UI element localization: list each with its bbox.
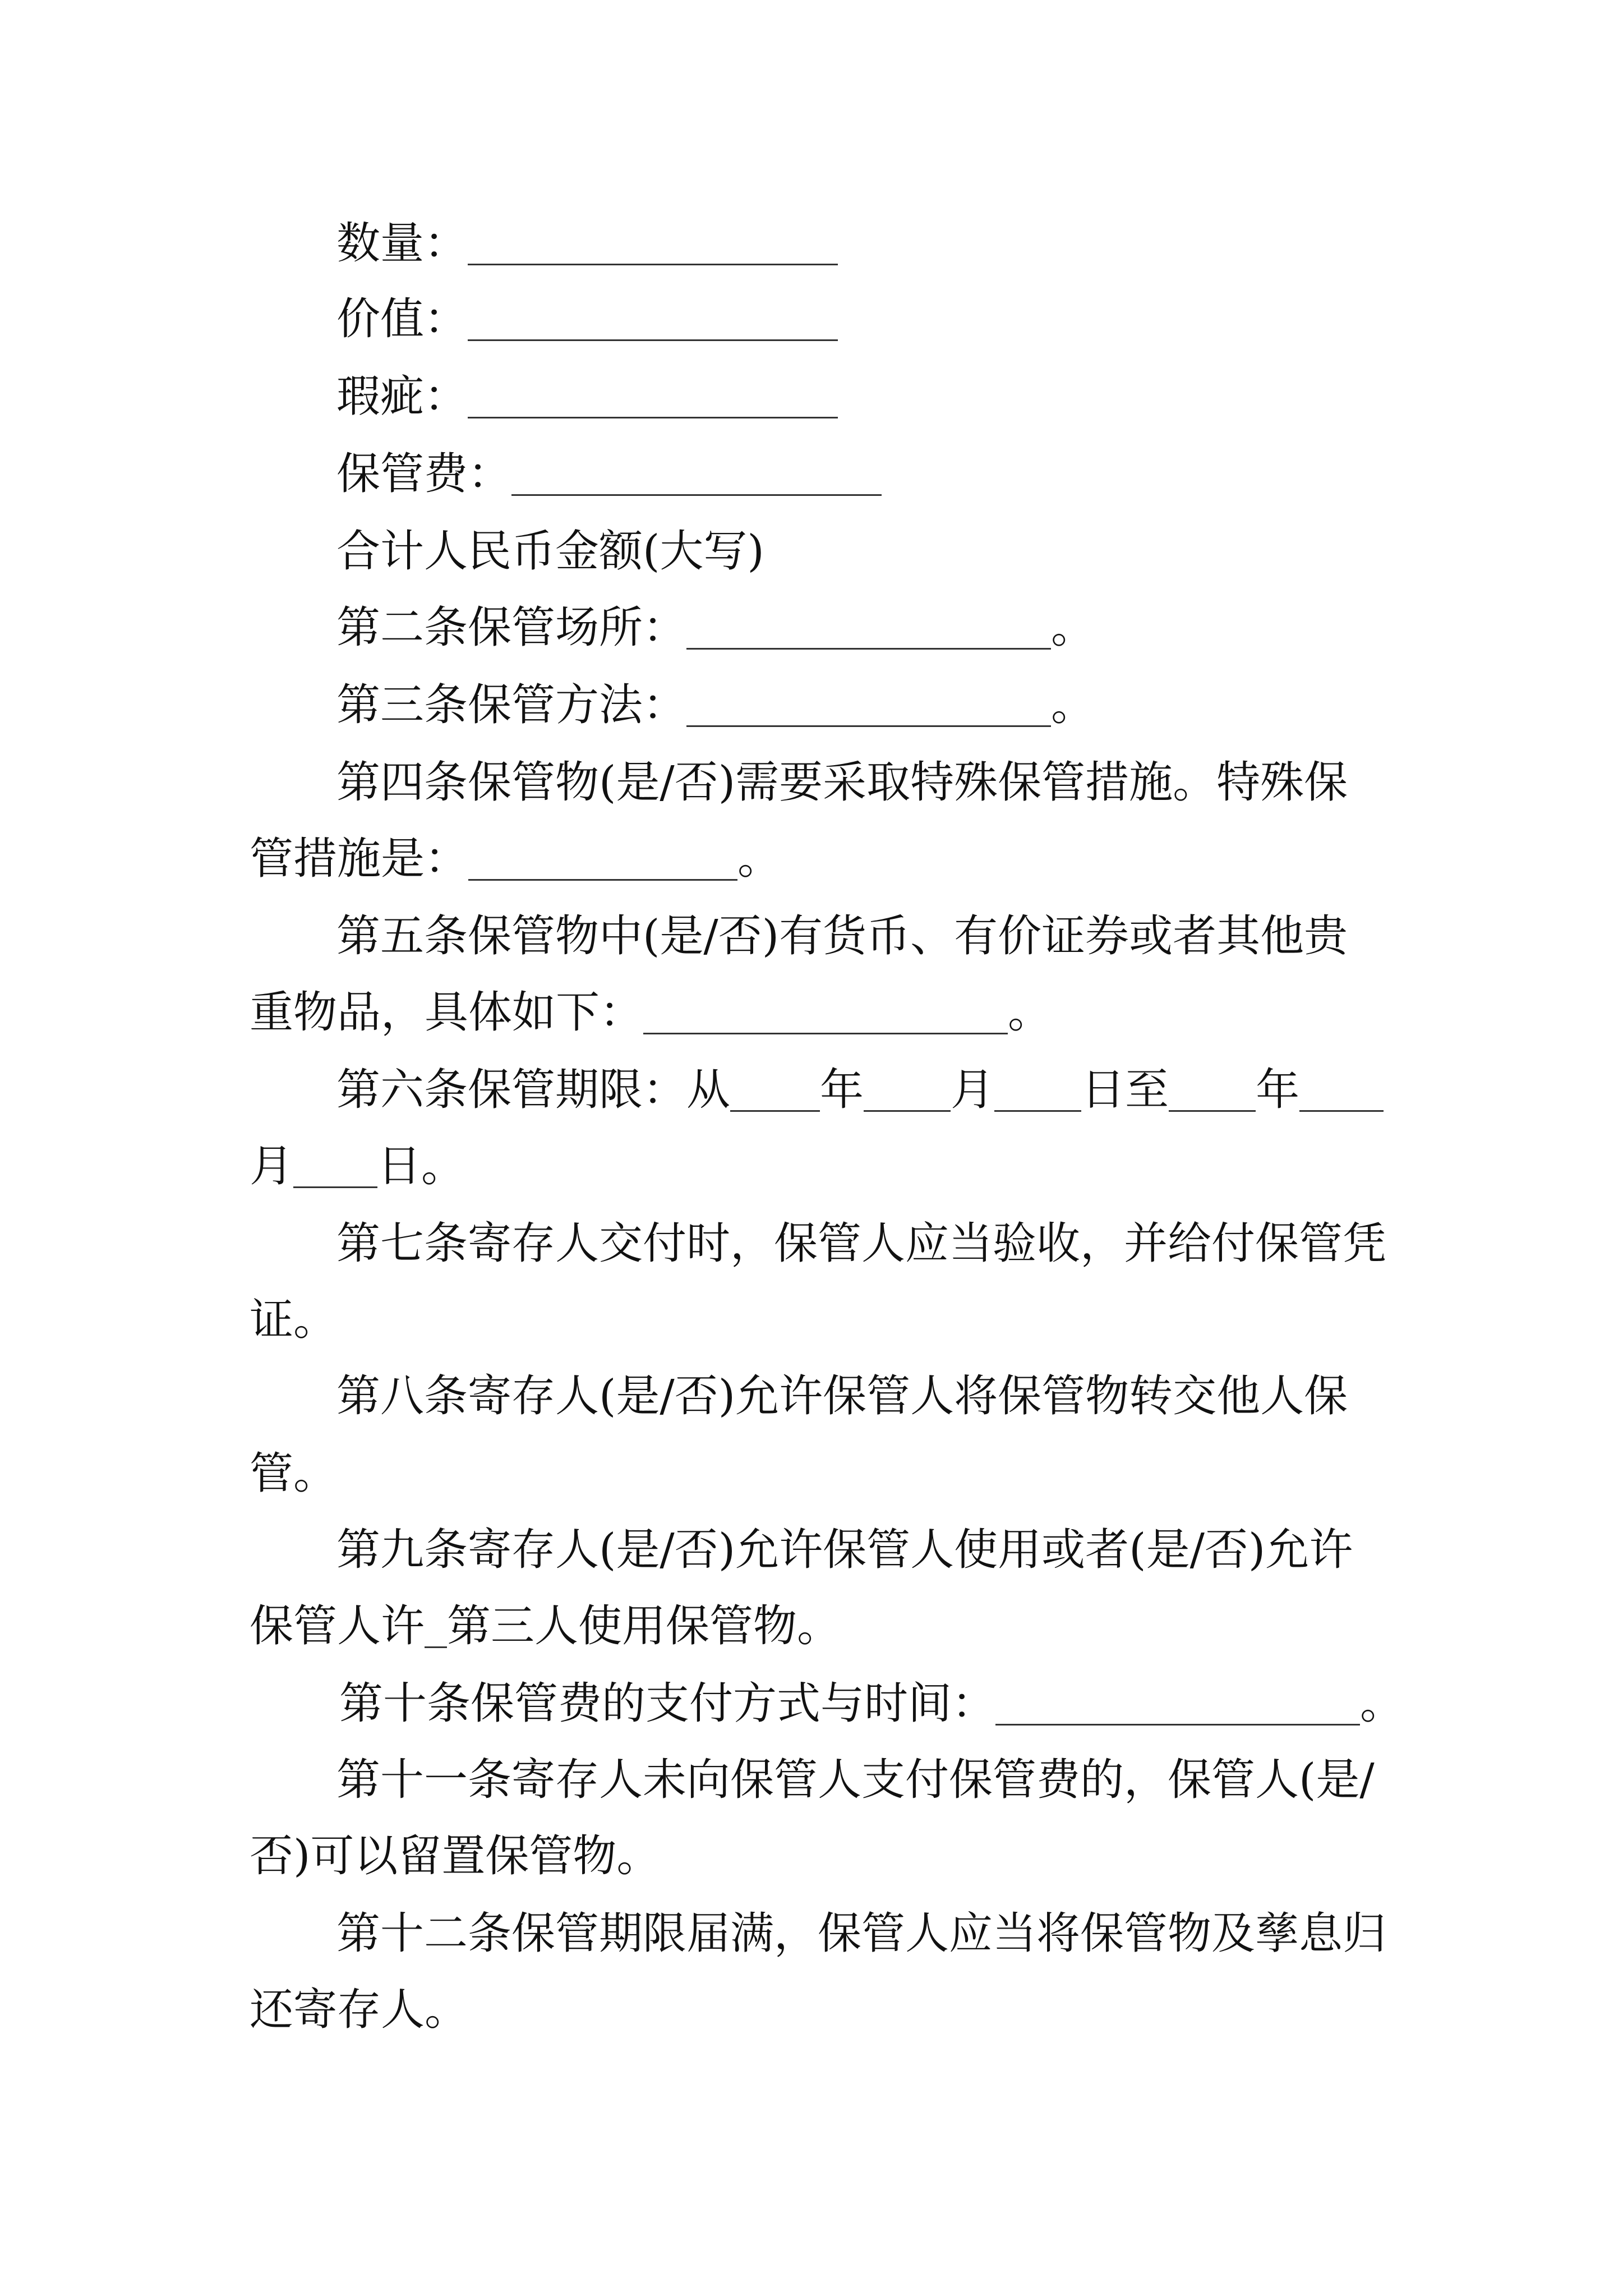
article-6-line2 [250, 1141, 465, 1191]
label-quantity: 数量： [336, 218, 468, 269]
blank-start-year[interactable] [730, 1073, 820, 1112]
field-storage-fee [336, 449, 882, 499]
article-5-end: 。 [1008, 987, 1052, 1038]
article-2 [336, 602, 1095, 653]
blank-special-measures[interactable] [468, 842, 737, 881]
article-9-rest: 第三人使用保管物。 [447, 1601, 841, 1651]
article-11-line2: 否)可以留置保管物。 [250, 1831, 661, 1881]
blank-storage-fee[interactable] [511, 457, 882, 496]
blank-start-day[interactable] [994, 1073, 1081, 1112]
article-4-label: 管措施是： [250, 834, 469, 884]
article-6-line1 [336, 1065, 1384, 1115]
article-12-line2: 还寄存人。 [250, 1985, 469, 2035]
text-day-end: 日。 [377, 1141, 465, 1191]
article-9-label: 保管人许 [250, 1601, 425, 1651]
article-7-line2: 证。 [250, 1295, 338, 1345]
blank-value[interactable] [468, 302, 838, 341]
article-6-label: 第六条保管期限：从 [336, 1065, 731, 1115]
article-8-line2: 管。 [250, 1448, 338, 1499]
label-storage-fee: 保管费： [336, 449, 512, 499]
article-2-end: 。 [1051, 602, 1095, 653]
article-4-line1: 第四条保管物(是/否)需要采取特殊保管措施。特殊保 [336, 757, 1348, 808]
article-5-label: 重物品，具体如下： [250, 987, 644, 1038]
text-year-2: 年 [1256, 1065, 1300, 1115]
article-7-line1: 第七条寄存人交付时，保管人应当验收，并给付保管凭 [336, 1218, 1387, 1269]
field-defects [336, 371, 838, 422]
text-day-to: 日至 [1081, 1065, 1169, 1115]
field-quantity [336, 218, 838, 269]
blank-payment-terms[interactable] [995, 1687, 1360, 1726]
blank-valuables[interactable] [643, 996, 1008, 1034]
blank-defects[interactable] [468, 380, 838, 418]
blank-storage-method[interactable] [686, 688, 1051, 727]
article-4-end: 。 [737, 834, 782, 884]
article-10-label: 第十条保管费的支付方式与时间： [339, 1678, 996, 1729]
article-3 [336, 680, 1095, 730]
article-10-end: 。 [1360, 1678, 1404, 1729]
blank-start-month[interactable] [864, 1073, 951, 1112]
blank-end-day[interactable] [293, 1149, 377, 1188]
blank-third-party[interactable] [425, 1609, 447, 1648]
article-10 [339, 1678, 1404, 1729]
article-8-line1: 第八条寄存人(是/否)允许保管人将保管物转交他人保 [336, 1371, 1348, 1421]
article-5-line2 [250, 987, 1052, 1038]
label-value: 价值： [336, 294, 468, 344]
text-year-1: 年 [820, 1065, 864, 1115]
blank-storage-place[interactable] [686, 611, 1051, 650]
text-month-2: 月 [250, 1141, 294, 1191]
label-defects: 瑕疵： [336, 371, 468, 422]
article-9-line1: 第九条寄存人(是/否)允许保管人使用或者(是/否)允许 [336, 1525, 1353, 1575]
article-4-line2 [250, 834, 782, 884]
total-amount-line [336, 526, 764, 577]
label-total-amount: 合计人民币金额(大写) [336, 526, 764, 577]
blank-quantity[interactable] [468, 227, 838, 265]
article-11-line1: 第十一条寄存人未向保管人支付保管费的，保管人(是/ [336, 1755, 1375, 1805]
text-month-1: 月 [951, 1065, 995, 1115]
article-2-label: 第二条保管场所： [336, 602, 687, 653]
blank-end-month[interactable] [1299, 1073, 1384, 1112]
article-9-line2 [250, 1601, 841, 1651]
field-value [336, 294, 838, 344]
article-3-label: 第三条保管方法： [336, 680, 687, 730]
blank-end-year[interactable] [1169, 1073, 1256, 1112]
article-3-end: 。 [1051, 680, 1095, 730]
article-12-line1: 第十二条保管期限届满，保管人应当将保管物及孳息归 [336, 1908, 1387, 1959]
article-5-line1: 第五条保管物中(是/否)有货币、有价证券或者其他贵 [336, 911, 1348, 961]
